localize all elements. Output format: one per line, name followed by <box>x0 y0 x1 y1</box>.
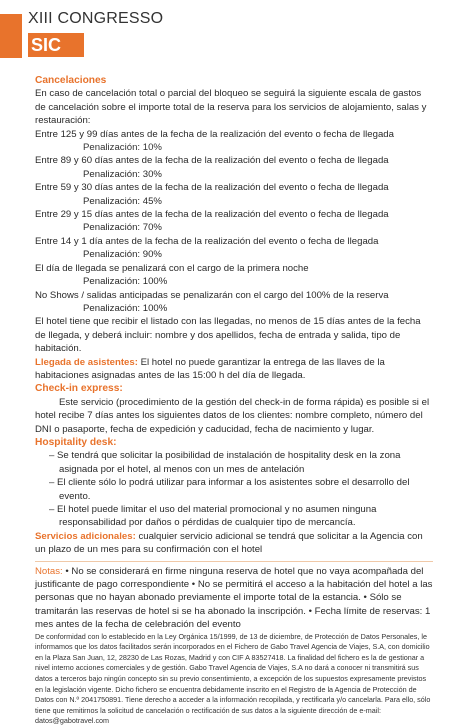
arrival-paragraph <box>35 356 433 383</box>
congress-title: XIII CONGRESSO <box>28 10 164 27</box>
notes-text: • No se considerará en firme ninguna reserva de hotel que no vaya acompañada del justificante de pago correspondiente • No se permitirá el acceso a la habitación del hotel a las personas que no hayan abonado previamente el importe total de la estancia. • Sólo se tramitarán las reservas de hotel si se ha abonado la inscripción. • Fecha límite de reservas: 1 mes antes de la fecha de celebración del evento <box>35 565 433 631</box>
legal-notice: De conformidad con lo establecido en la Ley Orgánica 15/1999, de 13 de diciembre, de Protección de Datos Personales, le informamos que los datos facilitados serán incorporados en el Fichero de Gabo Travel Agencia de Viajes, S.A, con domicilio en la Plaza San Juan, 12, 28230 de Las Rozas, Madrid y con CIF A 83527418. La finalidad del fichero es la de gestionar a nivel interno acciones comerciales y de gestión. Gabo Travel Agencia de Viajes, S.A no dará a conocer ni transmitirá sus datos a terceros bajo ningún concepto sin su previo consentimiento, a excepción de los supuestos expresamente previstos en la legislación vigente. Dicho fichero se encuentra debidamente inscrito en el Registro de la Agencia de Protección de Datos con N.º 2041750891. Tiene derecho a acceder a la información recopilada, y rectificarla y/o cancelarla. Para ello, sólo tiene que remitirnos la solicitud de cancelación o rectificación de sus datos a la siguiente dirección de e-mail: datos@gabotravel.com <box>35 631 431 726</box>
cancel-intro: En caso de cancelación total o parcial del bloqueo se seguirá la siguiente escala de gastos de cancelación sobre el importe total de la reserva para los servicios de alojamiento, salas y restauración: <box>35 88 427 127</box>
hotel-list-text: El hotel tiene que recibir el listado con las llegadas, no menos de 15 días antes de la fecha de llegada, y deberá incluir: nombre y dos apellidos, fecha de entrada y salida, tipo de habitación. <box>35 316 421 355</box>
checkin-text: Este servicio (procedimiento de la gestión del check-in de forma rápida) es posible si el hotel recibe 7 días antes los siguientes datos de los clientes: nombre completo, número del DNI o pasaporte, fecha de expedición y caducidad, fecha de nacimiento y lugar. <box>35 396 430 435</box>
extras-label: Servicios adicionales: <box>35 530 136 542</box>
tier-penalty: Penalización: 90% <box>83 249 162 261</box>
document-body <box>35 74 433 727</box>
tier-penalty: Penalización: 100% <box>83 276 168 288</box>
tier-range: Entre 125 y 99 días antes de la fecha de la realización del evento o fecha de llegada <box>35 128 394 140</box>
tier-range: El día de llegada se penalizará con el cargo de la primera noche <box>35 262 309 274</box>
tier-penalty: Penalización: 70% <box>83 222 162 234</box>
header-accent-bar <box>0 14 22 58</box>
tier-range: Entre 59 y 30 días antes de la fecha de la realización del evento o fecha de llegada <box>35 182 389 194</box>
checkin-label: Check-in express: <box>35 383 123 395</box>
desk-item: – El hotel puede limitar el uso del material promocional y no asumen ninguna responsabilidad por daños o pérdidas de cualquier tipo de mercancía. <box>49 504 377 529</box>
desk-item: – El cliente sólo lo podrá utilizar para informar a los asistentes sobre el desarrollo del evento. <box>49 477 410 502</box>
sic-logo-badge: SIC <box>28 33 84 57</box>
tier-range: Entre 89 y 60 días antes de la fecha de la realización del evento o fecha de llegada <box>35 155 389 167</box>
desk-label: Hospitality desk: <box>35 436 117 448</box>
cancel-heading: Cancelaciones <box>35 75 107 86</box>
tier-range: No Shows / salidas anticipadas se penalizarán con el cargo del 100% de la reserva <box>35 289 389 301</box>
arrival-text: El hotel no puede garantizar la entrega de las llaves de la habitaciones asignadas antes de las 15:00 h del día de llegada. <box>35 356 385 381</box>
extras-paragraph <box>35 530 433 557</box>
tier-penalty: Penalización: 45% <box>83 195 162 207</box>
notes-paragraph <box>35 565 433 632</box>
extras-text: cualquier servicio adicional se tendrá que solicitar a la Agencia con un plazo de un mes para su confirmación con el hotel <box>35 530 423 556</box>
tier-penalty: Penalización: 10% <box>83 142 162 154</box>
notes-label: Notas: <box>35 565 63 577</box>
tier-range: Entre 29 y 15 días antes de la fecha de la realización del evento o fecha de llegada <box>35 209 389 221</box>
tier-penalty: Penalización: 100% <box>83 302 168 314</box>
tier-penalty: Penalización: 30% <box>83 168 162 180</box>
arrival-label: Llegada de asistentes: <box>35 356 138 368</box>
tier-range: Entre 14 y 1 día antes de la fecha de la realización del evento o fecha de llegada <box>35 235 379 247</box>
desk-item: – Se tendrá que solicitar la posibilidad de instalación de hospitality desk en la zona asignada por el hotel, al menos con un mes de antelación <box>49 450 401 475</box>
